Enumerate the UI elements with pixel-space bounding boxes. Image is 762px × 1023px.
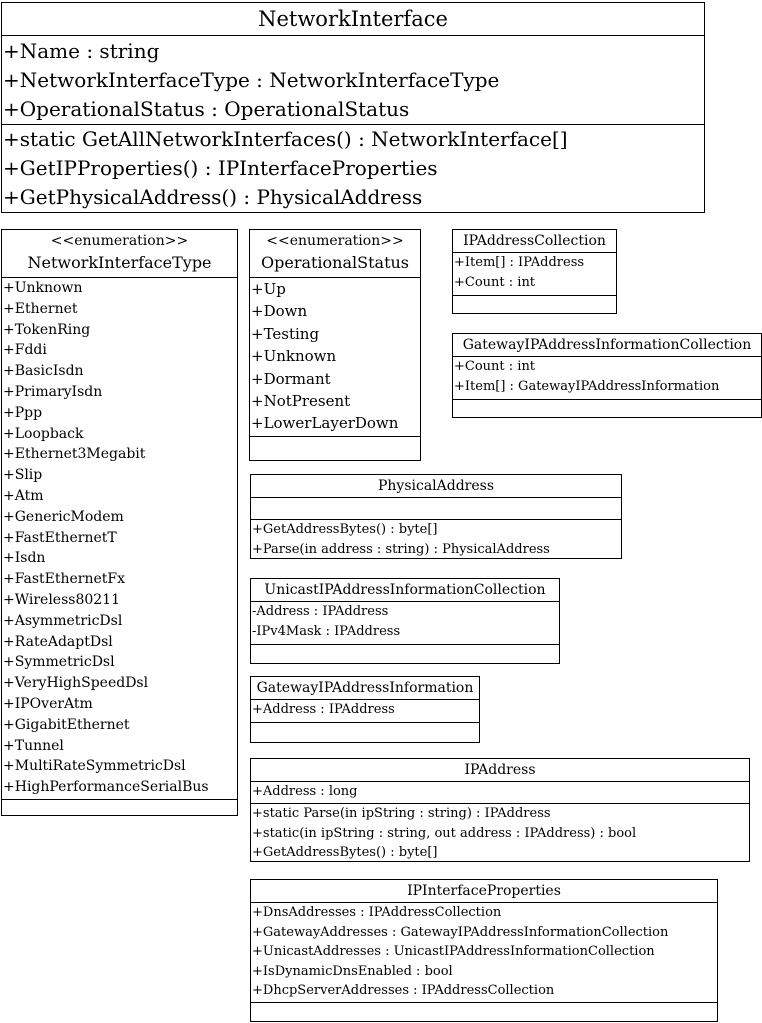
operation: +GetPhysicalAddress() : PhysicalAddress [3,185,423,209]
class-gateway-ip-address-information-collection [452,333,762,418]
attribute: +DhcpServerAddresses : IPAddressCollection [252,983,555,998]
enum-operational-status [249,229,421,461]
attribute: +Count : int [454,274,536,290]
enum-literal: +Ethernet3Megabit [3,446,146,463]
enum-literal: +Up [251,280,286,298]
class-name: GatewayIPAddressInformationCollection [453,334,761,357]
class-gateway-ip-address-information [250,676,480,743]
class-name: GatewayIPAddressInformation [251,677,479,700]
class-physical-address [250,474,622,559]
attribute: +Item[] : GatewayIPAddressInformation [454,378,720,394]
attribute: +Item[] : IPAddress [454,255,585,270]
operation: +GetIPProperties() : IPInterfaceProperties [3,156,438,180]
class-name: IPAddressCollection [453,230,616,253]
operation: +Parse(in address : string) : PhysicalAddress [252,541,550,557]
attributes-compartment [453,253,616,296]
enum-literal: +Isdn [3,550,46,567]
operation: +static Parse(in ipString : string) : IPAddress [252,806,551,821]
attribute: +Count : int [454,359,536,374]
enum-literal: +GenericModem [3,508,124,525]
enum-literal: +BasicIsdn [3,363,84,380]
attributes-compartment [251,903,717,1003]
enum-literal: +PrimaryIsdn [3,383,103,400]
attribute: +IsDynamicDnsEnabled : bool [252,963,453,979]
enum-literal: +HighPerformanceSerialBus [3,779,209,796]
operations-compartment [251,520,621,559]
operation: +static GetAllNetworkInterfaces() : NetworkInterface[] [3,127,568,151]
attribute: +UnicastAddresses : UnicastIPAddressInformationCollection [252,944,655,959]
class-unicast-ip-address-information-collection [250,578,560,664]
stereotype-label: <<enumeration>> [50,233,189,249]
attribute: +NetworkInterfaceType : NetworkInterfaceType [3,68,500,92]
enum-literal: +Dormant [251,369,331,388]
enum-literal: +SymmetricDsl [3,654,115,671]
enum-literal: +IPOverAtm [3,695,93,712]
enum-literal: +Ethernet [3,300,78,317]
attributes-compartment [251,782,749,804]
enum-literal: +Tunnel [3,737,64,754]
class-network-interface [1,2,705,213]
attribute: +Address : long [252,784,358,799]
class-name: PhysicalAddress [251,475,621,498]
attributes-compartment [251,602,559,645]
attribute: +DnsAddresses : IPAddressCollection [252,905,502,920]
attribute: +Address : IPAddress [252,702,395,717]
operation: +GetAddressBytes() : byte[] [252,845,438,860]
attributes-compartment [2,36,704,125]
class-header [250,230,420,278]
enum-literal: +Unknown [251,347,337,366]
enum-literal: +Atm [3,487,44,504]
enum-literal: +Loopback [3,425,84,442]
class-ip-address [250,758,750,862]
class-name: NetworkInterfaceType [27,253,212,272]
enum-literal: +Unknown [3,280,83,296]
operation: +static(in ipString : string, out address : IPAddress) : bool [252,825,637,841]
enum-literal: +FastEthernetT [3,529,117,546]
enum-literal: +Wireless80211 [3,591,120,608]
enum-literal: +AsymmetricDsl [3,612,123,629]
class-name: IPInterfaceProperties [251,880,717,903]
class-header [2,3,704,36]
literals-compartment [2,278,237,800]
attribute: -Address : IPAddress [252,604,389,619]
class-name: IPAddress [251,759,749,782]
class-ip-interface-properties [250,879,718,1022]
class-name: UnicastIPAddressInformationCollection [251,579,559,602]
operations-compartment [2,125,704,212]
attributes-compartment [453,357,761,400]
attributes-compartment [251,498,621,520]
class-name: NetworkInterface [258,7,448,31]
enum-literal: +RateAdaptDsl [3,633,113,650]
enum-literal: +FastEthernetFx [3,571,126,588]
enum-literal: +LowerLayerDown [251,414,399,433]
attributes-compartment [251,700,479,723]
literals-compartment [250,278,420,437]
class-name: OperationalStatus [260,253,410,272]
attribute: +Name : string [3,39,160,63]
enum-literal: +Fddi [3,342,47,359]
operations-compartment [251,804,749,863]
enum-literal: +Ppp [3,404,43,421]
enum-literal: +TokenRing [3,321,91,338]
enum-literal: +NotPresent [251,391,351,410]
stereotype-label: <<enumeration>> [266,233,404,249]
class-ip-address-collection [452,229,617,314]
enum-literal: +Testing [251,324,320,343]
enum-literal: +MultiRateSymmetricDsl [3,758,186,775]
enum-literal: +GigabitEthernet [3,716,130,733]
enum-network-interface-type [1,229,238,816]
enum-literal: +VeryHighSpeedDsl [3,675,149,692]
operation: +GetAddressBytes() : byte[] [252,522,438,537]
class-header [2,230,237,278]
attribute: +OperationalStatus : OperationalStatus [3,97,410,121]
attribute: -IPv4Mask : IPAddress [252,623,401,639]
attribute: +GatewayAddresses : GatewayIPAddressInformationCollection [252,924,669,940]
enum-literal: +Down [251,302,308,321]
enum-literal: +Slip [3,467,43,484]
